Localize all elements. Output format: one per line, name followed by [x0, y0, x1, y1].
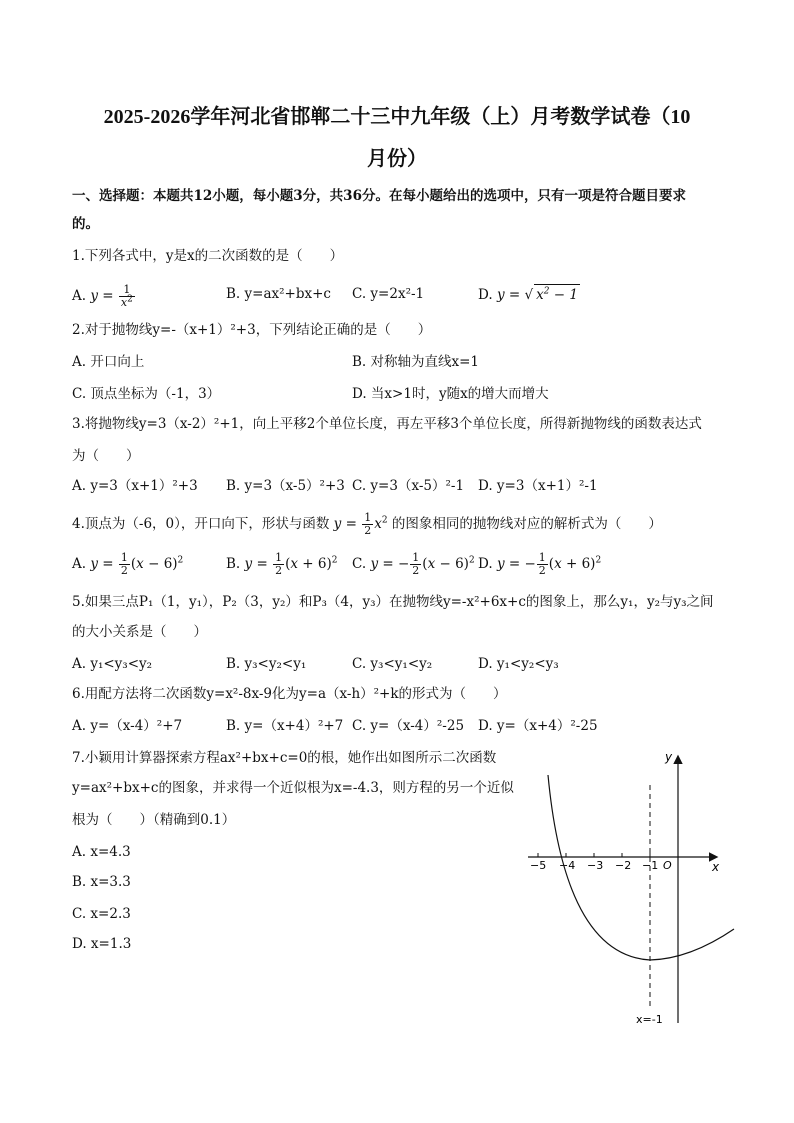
q1-option-a: A. y = $\frac{1}{x^2}$: [72, 283, 133, 309]
q7-stem-line2: y=ax²+bx+c的图象，并求得一个近似根为x=-4.3，则方程的另一个近似: [72, 780, 514, 796]
x-axis-label: x: [712, 860, 720, 874]
q6-option-c: C. y=（x-4）²-25: [352, 718, 465, 734]
tick-label-neg2: −2: [615, 859, 632, 872]
q3-option-a: A. y=3（x+1）²+3: [72, 478, 198, 494]
q2-stem: 2.对于抛物线y=-（x+1）²+3，下列结论正确的是（ ）: [72, 322, 432, 338]
q5-option-d: D. y₁<y₂<y₃: [478, 656, 559, 672]
q3-stem-line2: 为（ ）: [72, 448, 140, 464]
q5-option-a: A. y₁<y₃<y₂: [72, 656, 153, 672]
q4-option-a: A. y = $\frac{1}{2}$ $(x - 6)^2$: [72, 551, 184, 577]
q3-option-d: D. y=3（x+1）²-1: [478, 478, 598, 494]
tick-label-neg5: −5: [530, 859, 547, 872]
section-header-line1: 一、选择题：本题共12小题，每小题3分，共36分。在每小题给出的选项中，只有一项是符合题目要求: [72, 188, 686, 204]
q4-stem: 4.顶点为（-6，0），开口向下，形状与函数 y = $\frac{1}{2}$ $x^2$ 的图象相同的抛物线对应的解析式为（ ）: [72, 511, 662, 537]
q6-option-a: A. y=（x-4）²+7: [72, 718, 183, 734]
q7-option-d: D. x=1.3: [72, 936, 132, 952]
q3-option-c: C. y=3（x-5）²-1: [352, 478, 465, 494]
exam-title-line1: 2025-2026学年河北省邯郸二十三中九年级（上）月考数学试卷（10: [103, 106, 691, 128]
q4-option-d: D. y = − $\frac{1}{2}$ $(x + 6)^2$: [478, 551, 602, 577]
q5-stem-line1: 5.如果三点P₁（1，y₁），P₂（3，y₂）和P₃（4，y₃）在抛物线y=-x²+6x+c的图象上，那么y₁，y₂与y₃之间: [72, 594, 714, 610]
q3-stem-line1: 3.将抛物线y=3（x-2）²+1，向上平移2个单位长度，再左平移3个单位长度，所得新抛物线的函数表达式: [72, 416, 702, 432]
section-header-line2: 的。: [72, 216, 99, 232]
q2-option-a: A. 开口向上: [72, 354, 145, 370]
y-axis-label: y: [665, 750, 673, 764]
q2-option-c: C. 顶点坐标为（-1，3）: [72, 386, 221, 402]
symmetry-axis-label: x=-1: [636, 1013, 663, 1026]
q4-option-c: C. y = − $\frac{1}{2}$ $(x - 6)^2$: [352, 551, 475, 577]
origin-label: O: [663, 859, 672, 872]
tick-label-neg3: −3: [587, 859, 604, 872]
q1-option-c: C. y=2x²-1: [352, 286, 425, 302]
q1-stem: 1.下列各式中，y是x的二次函数的是（ ）: [72, 248, 344, 264]
parabola-curve: [548, 775, 734, 960]
tick-label-neg4: −4: [559, 859, 576, 872]
q2-option-d: D. 当x>1时，y随x的增大而增大: [352, 386, 549, 402]
q7-option-b: B. x=3.3: [72, 874, 131, 890]
q5-option-b: B. y₃<y₂<y₁: [226, 656, 307, 672]
exam-title-line2: 月份）: [367, 148, 427, 170]
q6-option-d: D. y=（x+4）²-25: [478, 718, 598, 734]
q2-option-b: B. 对称轴为直线x=1: [352, 354, 480, 370]
q5-stem-line2: 的大小关系是（ ）: [72, 624, 207, 640]
q7-option-a: A. x=4.3: [72, 844, 131, 860]
q1-option-d: D. y = √ $x^2 - 1$: [478, 284, 580, 305]
q6-option-b: B. y=（x+4）²+7: [226, 718, 344, 734]
q7-stem-line1: 7.小颖用计算器探索方程ax²+bx+c=0的根，她作出如图所示二次函数: [72, 750, 497, 766]
tick-label-neg1: −1: [642, 859, 659, 872]
q6-stem: 6.用配方法将二次函数y=x²-8x-9化为y=a（x-h）²+k的形式为（ ）: [72, 686, 507, 702]
q5-option-c: C. y₃<y₁<y₂: [352, 656, 433, 672]
q3-option-b: B. y=3（x-5）²+3: [226, 478, 345, 494]
q7-option-c: C. x=2.3: [72, 906, 131, 922]
q7-parabola-graph: [520, 745, 740, 1030]
q1-option-b: B. y=ax²+bx+c: [226, 286, 331, 302]
q4-option-b: B. y = $\frac{1}{2}$ $(x + 6)^2$: [226, 551, 338, 577]
q7-stem-line3: 根为（ ）（精确到0.1）: [72, 812, 236, 828]
